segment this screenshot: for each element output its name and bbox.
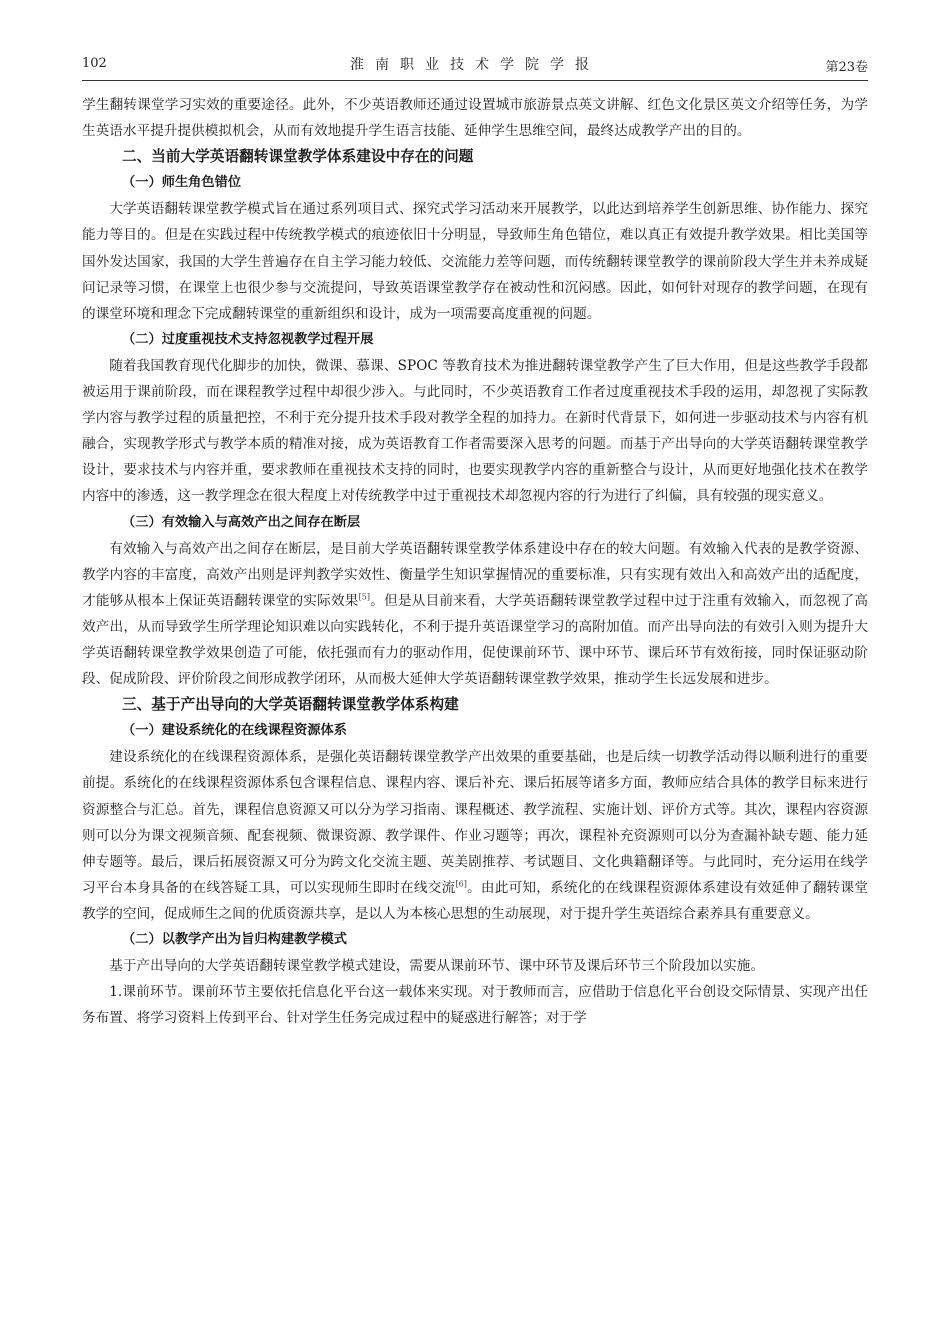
page-number: 102 bbox=[82, 56, 107, 71]
citation-ref: [5] bbox=[358, 592, 371, 602]
header-rule bbox=[82, 80, 868, 81]
subsection-heading-2-3: （三）有效输入与高效产出之间存在断层 bbox=[122, 514, 361, 530]
section-heading-3: 三、基于产出导向的大学英语翻转课堂教学体系构建 bbox=[122, 696, 459, 714]
paragraph-role-mismatch: 大学英语翻转课堂教学模式旨在通过系列项目式、探究式学习活动来开展教学，以此达到培养学生创新思维、协作能力、探究能力等目的。但是在实践过程中传统教学模式的痕迹依旧十分明显，导致师生角色错位，难以真正有效提升教学效果。相比美国等国外发达国家，我国的大学生普遍存在自主学习能力较低、交流能力差等问题，而传统翻转课堂教学的课前阶段大学生并未养成疑问记录等习惯，在课堂上也很少参与交流提问，导致英语课堂教学存在被动性和沉闷感。因此，如何针对现存的教学问题，在现有的课堂环境和理念下完成翻转课堂的重新组织和设计，成为一项需要高度重视的问题。 bbox=[82, 201, 868, 322]
subsection-heading-3-2: （二）以教学产出为旨归构建教学模式 bbox=[122, 932, 348, 947]
citation-ref: [6] bbox=[455, 879, 467, 889]
article-body bbox=[82, 92, 868, 1031]
paragraph-tech-overemphasis: 随着我国教育现代化脚步的加快，微课、慕课、SPOC 等教育技术为推进翻转课堂教学产生了巨大作用，但是这些教学手段都被运用于课前阶段，而在课程教学过程中却很少涉入。与此同时，不少英语教育工作者过度重视技术手段的运用，却忽视了实际教学内容与教学过程的质量把控，不利于充分提升技术手段对教学全程的加持力。在新时代背景下，如何进一步驱动技术与内容有机融合，实现教学形式与教学本质的精准对接，成为英语教育工作者需要深入思考的问题。而基于产出导向的大学英语翻转课堂教学设计，要求技术与内容并重，要求教师在重视技术支持的同时，也要实现教学内容的重新整合与设计，从而更好地强化技术在教学内容中的渗透，这一教学理念在很大程度上对传统教学中过于重视技术却忽视内容的行为进行了纠偏，具有较强的现实意义。 bbox=[82, 357, 868, 505]
paragraph-text: 建设系统化的在线课程资源体系，是强化英语翻转课堂教学产出效果的重要基础，也是后续一切教学活动得以顺利进行的重要前提。系统化的在线课程资源体系包含课程信息、课程内容、课后补充、课后拓展等诸多方面，教师应结合具体的教学目标来进行资源整合与汇总。首先，课程信息资源又可以分为学习指南、课程概述、教学流程、实施计划、评价方式等。其次，课程内容资源则可以分为课文视频音频、配套视频、微课资源、教学课件、作业习题等；再次，课程补充资源则可以分为查漏补缺专题、能力延伸专题等。最后，课后拓展资源又可分为跨文化交流主题、英美剧推荐、考试题目、文化典籍翻译等。与此同时，充分运用在线学习平台本身具备的在线答疑工具，可以实现师生即时在线交流 bbox=[82, 749, 868, 896]
journal-title: 淮南职业技术学院学报 bbox=[350, 57, 600, 73]
subsection-heading-3-1: （一）建设系统化的在线课程资源体系 bbox=[122, 723, 348, 739]
subsection-heading-2-2: （二）过度重视技术支持忽视教学过程开展 bbox=[122, 331, 374, 347]
paragraph-input-output-gap bbox=[82, 536, 868, 693]
subsection-heading-2-1: （一）师生角色错位 bbox=[122, 175, 242, 191]
paragraph-pre-class: 1.课前环节。课前环节主要依托信息化平台这一载体来实现。对于教师而言，应借助于信息化平台创设交际情景、实现产出任务布置、将学习资料上传到平台、针对学生任务完成过程中的疑惑进行解答；对于学 bbox=[82, 984, 868, 1027]
running-header bbox=[82, 54, 868, 76]
paragraph-teaching-model: 基于产出导向的大学英语翻转课堂教学模式建设，需要从课前环节、课中环节及课后环节三个阶段加以实施。 bbox=[109, 958, 765, 975]
paragraph-continued: 学生翻转课堂学习实效的重要途径。此外，不少英语教师还通过设置城市旅游景点英文讲解、红色文化景区英文介绍等任务，为学生英语水平提升提供模拟机会，从而有效地提升学生语言技能、延伸学生思维空间，最终达成教学产出的目的。 bbox=[82, 97, 868, 140]
paragraph-text: 。由此可知，系统化的在线课程资源体系建设有效延伸了翻转课堂教学的空间，促成师生之间的优质资源共享，是以人为本核心思想的生动展现，对于提升学生英语综合素养具有重要意义。 bbox=[82, 879, 868, 922]
volume-label: 第23卷 bbox=[825, 60, 868, 75]
paragraph-text: 有效输入与高效产出之间存在断层，是目前大学英语翻转课堂教学体系建设中存在的较大问题。有效输入代表的是教学资源、教学内容的丰富度，高效产出则是评判教学实效性、衡量学生知识掌握情况的重要标准，只有实现有效出入和高效产出的适配度，才能够从根本上保证英语翻转课堂的实际效果 bbox=[82, 540, 868, 609]
section-heading-2: 二、当前大学英语翻转课堂教学体系建设中存在的问题 bbox=[122, 148, 474, 166]
paragraph-text: 。但是从目前来看，大学英语翻转课堂教学过程中过于注重有效输入，而忽视了高效产出，从而导致学生所学理论知识难以向实践转化，不利于提升英语课堂学习的高附加值。而产出导向法的有效引入则为提升大学英语翻转课堂教学效果创造了可能，依托强而有力的驱动作用，促使课前环节、课中环节、课后环节有效衔接，同时保证驱动阶段、促成阶段、评价阶段之间形成教学闭环，从而极大延伸大学英语翻转课堂教学效果，推动学生长远发展和进步。 bbox=[82, 592, 869, 688]
paragraph-online-resources bbox=[82, 744, 868, 927]
